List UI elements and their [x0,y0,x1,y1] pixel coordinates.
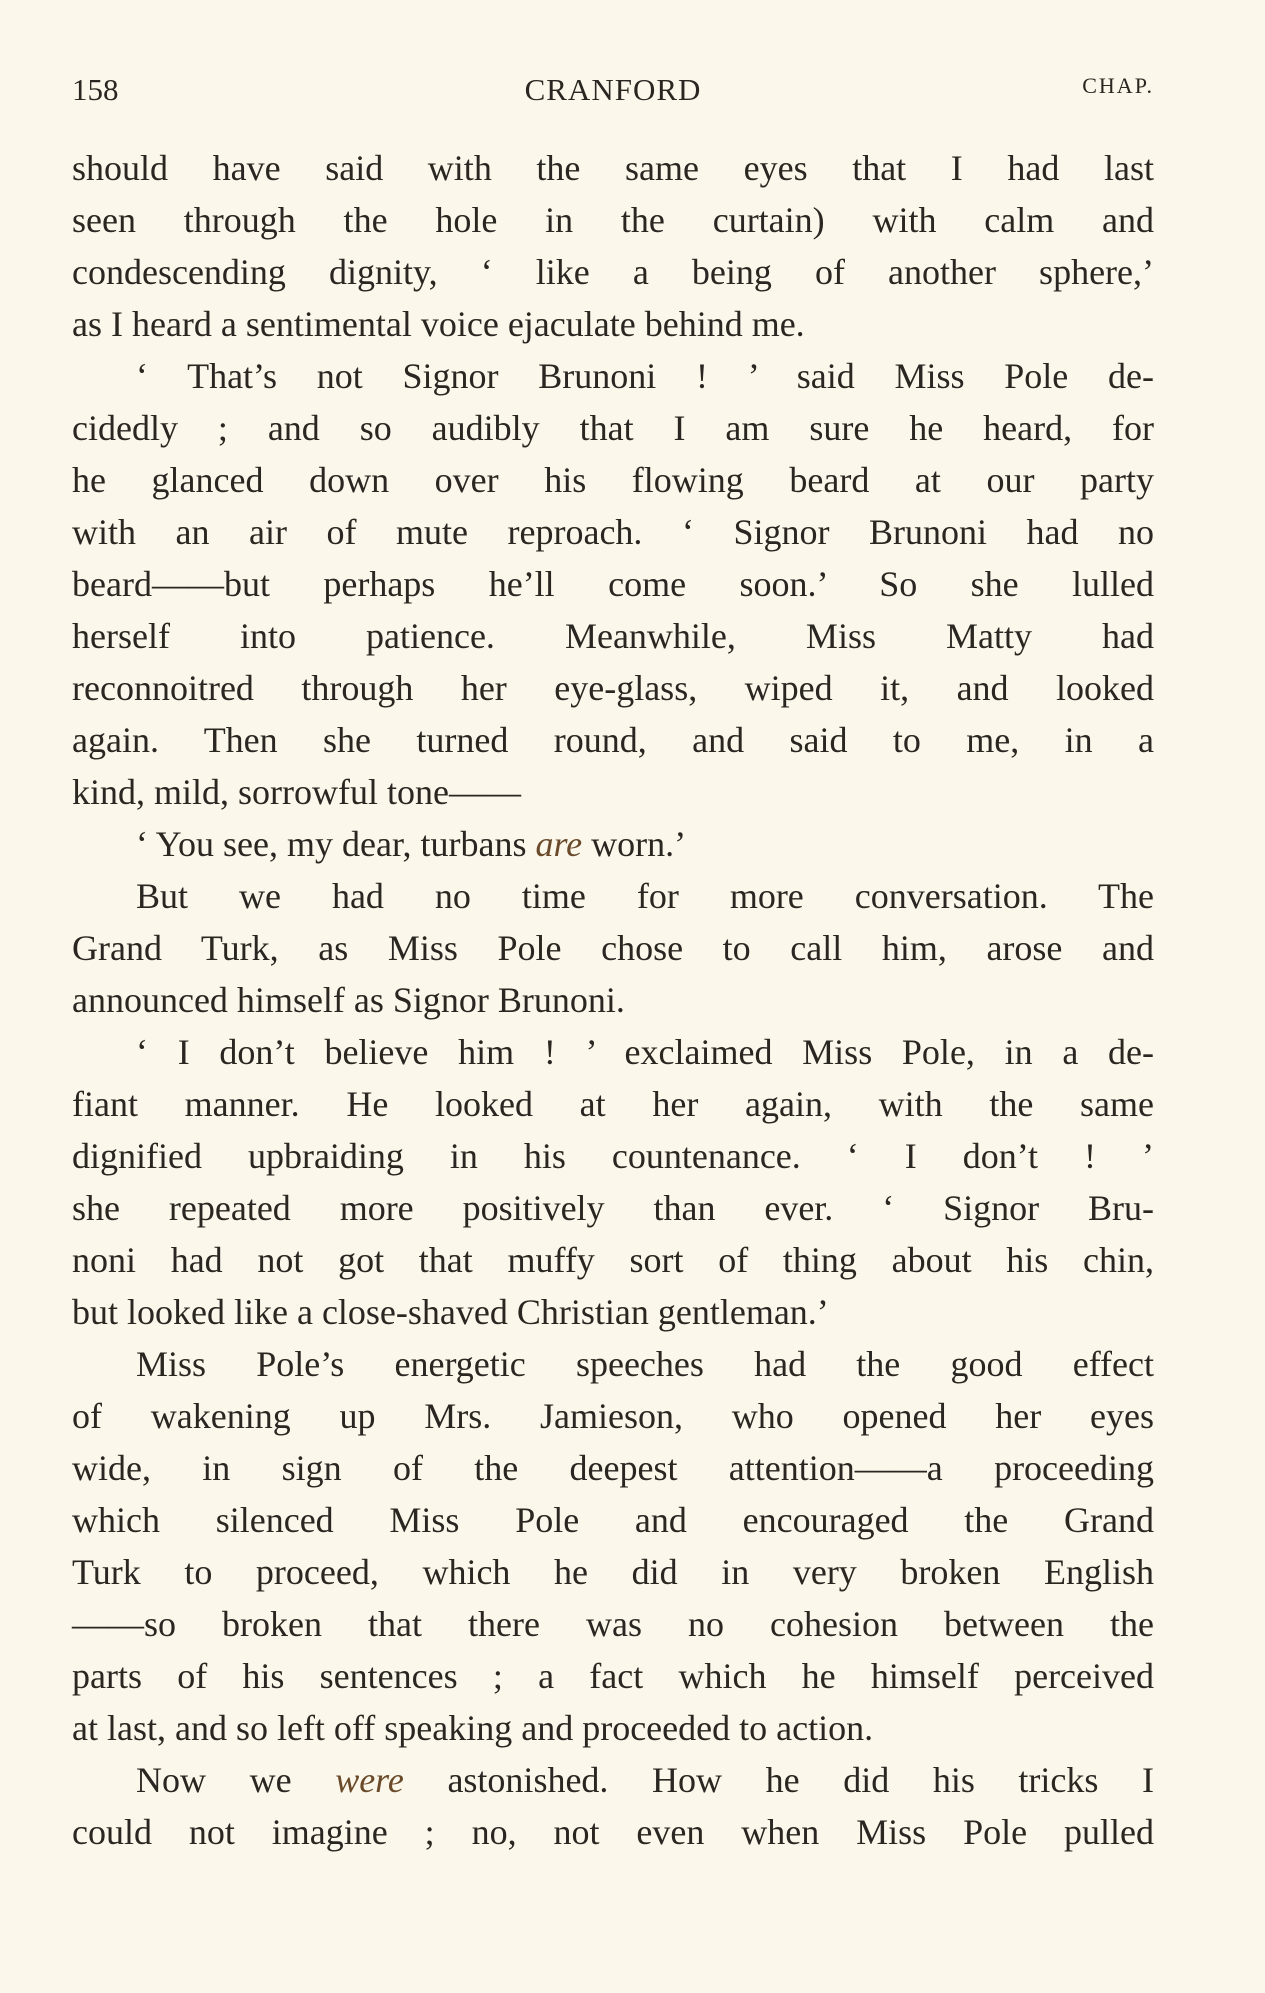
text-line: at last, and so left off speaking and proceeded to action. [72,1708,874,1748]
text-line: wide, in sign of the deepest attention——a proceeding [72,1448,1154,1488]
emphasized-word: are [535,824,583,864]
text-line: ‘ I don’t believe him ! ’ exclaimed Miss Pole, in a de- [136,1032,1154,1072]
text-line: Miss Pole’s energetic speeches had the good effect [136,1344,1154,1384]
text-line: beard——but perhaps he’ll come soon.’ So she lulled [72,564,1154,604]
running-head [72,70,1154,110]
text-line: Turk to proceed, which he did in very broken English [72,1552,1154,1592]
book-title: CRANFORD [524,72,702,107]
text-line: which silenced Miss Pole and encouraged the Grand [72,1500,1154,1540]
text-line: of wakening up Mrs. Jamieson, who opened her eyes [72,1396,1154,1436]
text-line: he glanced down over his flowing beard at our party [72,460,1154,500]
text-line: she repeated more positively than ever. ‘ Signor Bru- [72,1188,1154,1228]
text-line: cidedly ; and so audibly that I am sure he heard, for [72,408,1154,448]
text-line: seen through the hole in the curtain) with calm and [72,200,1154,240]
text-line: ‘ That’s not Signor Brunoni ! ’ said Miss Pole de- [136,356,1154,396]
text-run: Now we [136,1760,336,1800]
page-number: 158 [72,72,119,107]
text-line [72,1754,1154,1806]
text-line: announced himself as Signor Brunoni. [72,980,625,1020]
text-line: ——so broken that there was no cohesion between the [72,1604,1154,1644]
text-line: herself into patience. Meanwhile, Miss Matty had [72,616,1154,656]
text-line: but looked like a close-shaved Christian gentleman.’ [72,1292,829,1332]
text-line: But we had no time for more conversation. The [136,876,1154,916]
text-line: could not imagine ; no, not even when Miss Pole pulled [72,1812,1154,1852]
text-line: again. Then she turned round, and said to me, in a [72,720,1154,760]
text-line: Grand Turk, as Miss Pole chose to call him, arose and [72,928,1154,968]
text-run: ‘ You see, my dear, turbans [136,824,536,864]
text-line: condescending dignity, ‘ like a being of another sphere,’ [72,252,1154,292]
body-text [72,142,1154,1858]
text-line: reconnoitred through her eye-glass, wiped it, and looked [72,668,1154,708]
text-run: astonished. How he did his tricks I [403,1760,1154,1800]
text-line: dignified upbraiding in his countenance. ‘ I don’t ! ’ [72,1136,1154,1176]
text-line: kind, mild, sorrowful tone—— [72,772,521,812]
text-line: noni had not got that muffy sort of thing about his chin, [72,1240,1154,1280]
text-line: as I heard a sentimental voice ejaculate behind me. [72,304,805,344]
emphasized-word: were [335,1760,404,1800]
text-line [72,818,1154,870]
text-line: with an air of mute reproach. ‘ Signor Brunoni had no [72,512,1154,552]
text-line: parts of his sentences ; a fact which he himself perceived [72,1656,1154,1696]
text-run: worn.’ [582,824,687,864]
text-line: should have said with the same eyes that I had last [72,148,1154,188]
chapter-label: CHAP. [1082,73,1154,98]
text-line: fiant manner. He looked at her again, with the same [72,1084,1154,1124]
